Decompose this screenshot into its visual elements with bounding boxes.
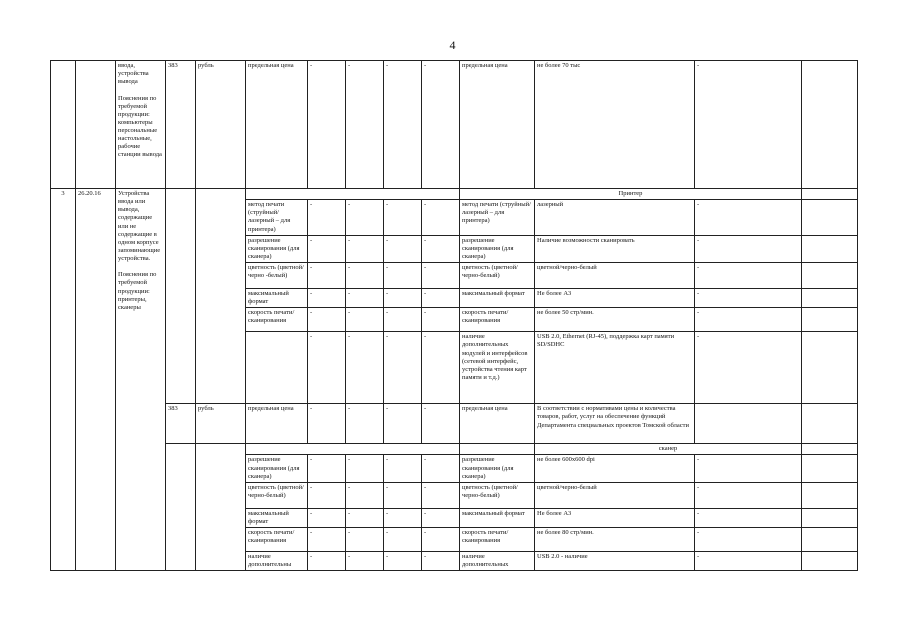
char-cell: наличие дополнительны: [246, 552, 308, 571]
dash-cell: -: [422, 235, 460, 262]
dash-cell: -: [695, 482, 802, 508]
dash-cell: -: [346, 200, 384, 236]
empty-cell: [802, 61, 858, 189]
value-cell: Не более А3: [535, 289, 695, 308]
dash-cell: -: [384, 61, 422, 189]
dash-cell: -: [346, 404, 384, 444]
dash-cell: -: [422, 61, 460, 189]
char2-cell: наличие дополнительных модулей и интерфейсов (сетевой интерфейс, устройства чтения карт памяти и т.д.): [460, 332, 535, 404]
continuation-row: [51, 61, 858, 189]
value-cell: цветной/черно-белый: [535, 482, 695, 508]
dash-cell: -: [308, 552, 346, 571]
printer-header-row: [51, 189, 858, 200]
table-body: [51, 61, 858, 571]
printer-price-row: [51, 404, 858, 444]
empty-cell: [802, 508, 858, 527]
dash-cell: -: [384, 508, 422, 527]
dash-cell: -: [308, 455, 346, 482]
char2-cell: разрешение сканирования (для сканера): [460, 455, 535, 482]
dash-cell: -: [346, 61, 384, 189]
dash-cell: -: [384, 200, 422, 236]
dash-cell: -: [384, 308, 422, 332]
empty-cell: [802, 552, 858, 571]
unit-cell: рубль: [196, 404, 246, 444]
dash-cell: -: [308, 508, 346, 527]
value-cell: USB 2.0 - наличие: [535, 552, 695, 571]
dash-cell: -: [422, 332, 460, 404]
unit-cell: [196, 189, 246, 404]
code-cell: 383: [166, 61, 196, 189]
dash-cell: -: [422, 552, 460, 571]
dash-cell: -: [695, 200, 802, 236]
char-cell: скорость печати/ сканирования: [246, 528, 308, 552]
dash-cell: -: [308, 200, 346, 236]
dash-cell: -: [346, 235, 384, 262]
requirements-table: [50, 60, 858, 571]
char-cell: максимальный формат: [246, 508, 308, 527]
char-cell: предельная цена: [246, 404, 308, 444]
char-cell: максимальный формат: [246, 289, 308, 308]
empty-cell: [802, 404, 858, 444]
unit-cell: рубль: [196, 61, 246, 189]
dash-cell: -: [422, 308, 460, 332]
char2-cell: скорость печати/ сканирования: [460, 528, 535, 552]
char-cell: предельная цена: [246, 61, 308, 189]
char2-cell: цветность (цветной/черно-белый): [460, 263, 535, 289]
dash-cell: -: [422, 528, 460, 552]
page-number: 4: [449, 38, 456, 52]
value-cell: USB 2.0, Ethernet (RJ-45), поддержка карт памяти SD/SDHC: [535, 332, 695, 404]
dash-cell: -: [695, 455, 802, 482]
dash-cell: -: [384, 235, 422, 262]
dash-cell: -: [422, 263, 460, 289]
char-cell: цветность (цветной/ черно-белый): [246, 482, 308, 508]
dash-cell: -: [384, 263, 422, 289]
empty-cell: [802, 189, 858, 200]
unit-cell: [196, 444, 246, 571]
value-cell: не более 600х600 dpi: [535, 455, 695, 482]
char-cell: разрешение сканирования (для сканера): [246, 235, 308, 262]
dash-cell: -: [695, 552, 802, 571]
dash-cell: -: [346, 455, 384, 482]
dash-cell: -: [308, 332, 346, 404]
value-cell: лазерный: [535, 200, 695, 236]
empty-cell: [802, 263, 858, 289]
dash-cell: -: [308, 482, 346, 508]
empty-cell: [802, 444, 858, 455]
dash-cell: -: [384, 528, 422, 552]
empty-cell: [802, 289, 858, 308]
char2-cell: максимальный формат: [460, 508, 535, 527]
dash-cell: -: [346, 332, 384, 404]
empty-cell: [695, 404, 802, 444]
product-name-cell: Устройства ввода или вывода, содержащие или не содержащие в одном корпусе запоминающие устройства. Пояснения по требуемой продукции: принтеры, сканеры: [116, 189, 166, 571]
dash-cell: -: [422, 455, 460, 482]
empty-cell: [802, 200, 858, 236]
dash-cell: -: [346, 263, 384, 289]
dash-cell: -: [422, 289, 460, 308]
char2-cell: максимальный формат: [460, 289, 535, 308]
char2-cell: предельная цена: [460, 61, 535, 189]
dash-cell: -: [384, 404, 422, 444]
dash-cell: -: [384, 455, 422, 482]
num-cell: [51, 61, 76, 189]
dash-cell: -: [346, 482, 384, 508]
value-cell: не более 80 стр/мин.: [535, 528, 695, 552]
value-cell: Не более А3: [535, 508, 695, 527]
empty-cell: [802, 308, 858, 332]
value-cell: цветной/черно-белый: [535, 263, 695, 289]
empty-cell: [460, 444, 535, 455]
product-name-cell: ввода, устройства вывода Пояснения по требуемой продукции: компьютеры персональные настольные, рабочие станции вывода: [116, 61, 166, 189]
dash-cell: -: [308, 289, 346, 308]
dash-cell: -: [384, 289, 422, 308]
scanner-header-row: [51, 444, 858, 455]
dash-cell: -: [422, 508, 460, 527]
dash-cell: -: [384, 332, 422, 404]
dash-cell: -: [308, 308, 346, 332]
dash-cell: -: [695, 308, 802, 332]
char-cell: цветность (цветной/черно -белый): [246, 263, 308, 289]
dash-cell: -: [346, 528, 384, 552]
dash-cell: -: [695, 235, 802, 262]
char-cell: скорость печати/ сканирования: [246, 308, 308, 332]
code-cell: [166, 444, 196, 571]
value-cell: В соответствии с нормативами цены и количества товаров, работ, услуг на обеспечение функций Департамента специальных проектов Томской области: [535, 404, 695, 444]
printer-header: Принтер: [460, 189, 802, 200]
value-cell: не более 70 тыс: [535, 61, 695, 189]
char2-cell: наличие дополнительных: [460, 552, 535, 571]
dash-cell: -: [422, 404, 460, 444]
dash-cell: -: [695, 528, 802, 552]
dash-cell: -: [308, 61, 346, 189]
char2-cell: цветность (цветной/ черно-белый): [460, 482, 535, 508]
dash-cell: -: [346, 289, 384, 308]
dash-cell: -: [384, 482, 422, 508]
dash-cell: -: [308, 263, 346, 289]
empty-cell: [246, 189, 460, 200]
char-cell: разрешение сканирования (для сканера): [246, 455, 308, 482]
char-cell: метод печати (струйный/ лазерный – для принтера): [246, 200, 308, 236]
char2-cell: разрешение сканирования (для сканера): [460, 235, 535, 262]
dash-cell: -: [695, 332, 802, 404]
char2-cell: предельная цена: [460, 404, 535, 444]
empty-cell: [802, 332, 858, 404]
dash-cell: -: [422, 482, 460, 508]
dash-cell: -: [308, 404, 346, 444]
dash-cell: -: [695, 508, 802, 527]
dash-cell: -: [346, 308, 384, 332]
value-cell: Наличие возможности сканировать: [535, 235, 695, 262]
dash-cell: -: [695, 289, 802, 308]
char2-cell: скорость печати/ сканирования: [460, 308, 535, 332]
empty-cell: [802, 235, 858, 262]
dash-cell: -: [308, 528, 346, 552]
num-cell: 3: [51, 189, 76, 571]
empty-cell: [802, 482, 858, 508]
dash-cell: -: [695, 263, 802, 289]
okpd-cell: 26.20.16: [76, 189, 116, 571]
dash-cell: -: [346, 552, 384, 571]
empty-cell: [802, 455, 858, 482]
code-cell: [166, 189, 196, 404]
char-cell: [246, 332, 308, 404]
empty-cell: [246, 444, 460, 455]
okpd-cell: [76, 61, 116, 189]
dash-cell: -: [308, 235, 346, 262]
dash-cell: -: [346, 508, 384, 527]
dash-cell: -: [422, 200, 460, 236]
scanner-header: сканер: [535, 444, 802, 455]
code-cell: 383: [166, 404, 196, 444]
value-cell: не более 50 стр/мин.: [535, 308, 695, 332]
dash-cell: -: [384, 552, 422, 571]
char2-cell: метод печати (струйный/ лазерный – для принтера): [460, 200, 535, 236]
dash-cell: -: [695, 61, 802, 189]
empty-cell: [802, 528, 858, 552]
